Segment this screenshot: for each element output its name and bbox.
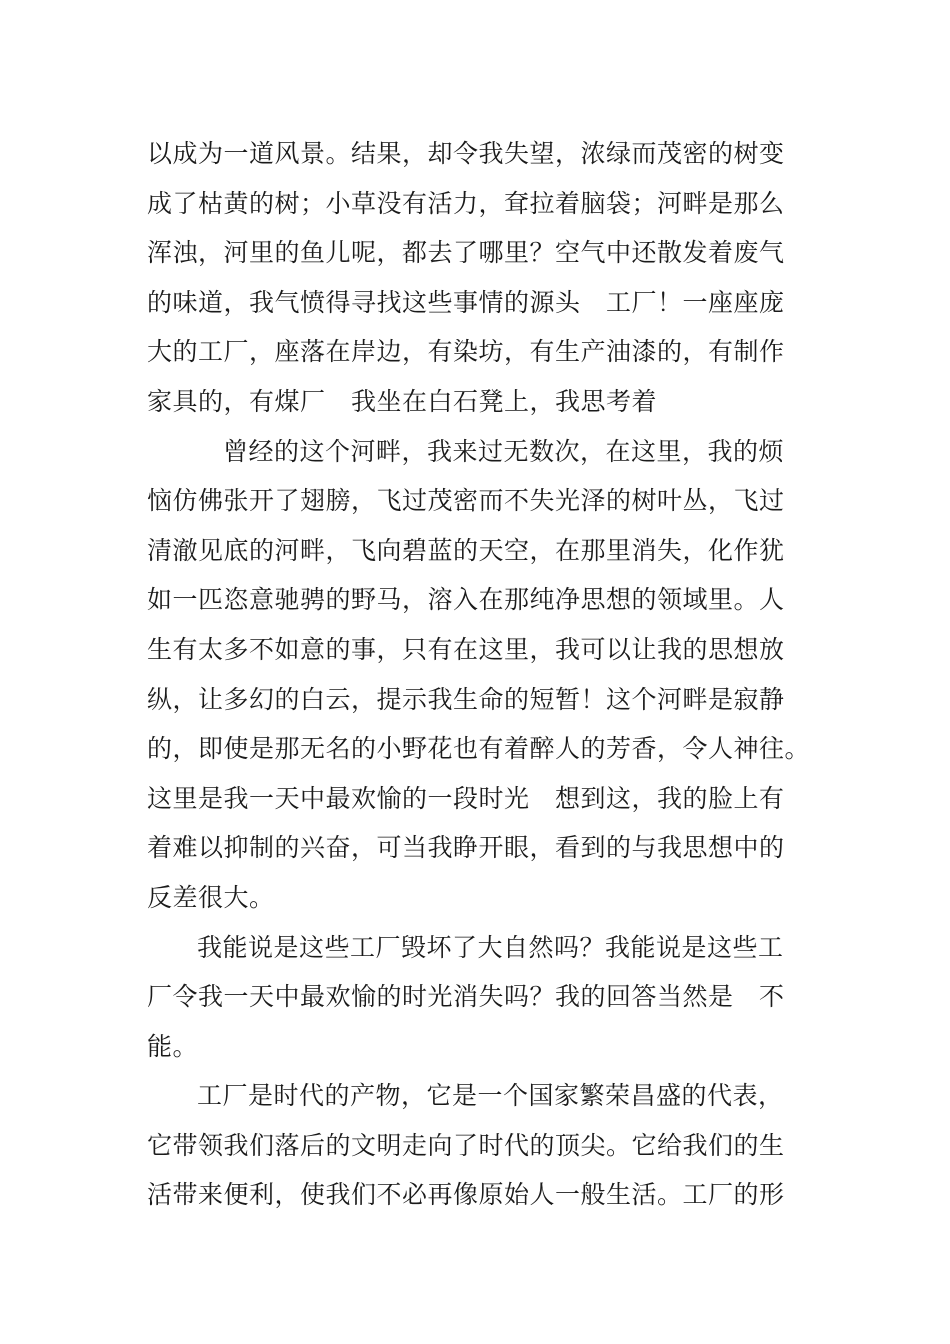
text-line: 恼仿佛张开了翅膀，飞过茂密而不失光泽的树叶丛，飞过 — [147, 486, 785, 516]
text-line: 曾经的这个河畔，我来过无数次，在这里，我的烦 — [223, 436, 785, 466]
text-line: 着难以抑制的兴奋，可当我睁开眼，看到的与我思想中的 — [147, 833, 785, 863]
paragraph-2 — [147, 427, 811, 923]
text-line: 以成为一道风景。结果，却令我失望，浓绿而茂密的树变 — [147, 139, 785, 168]
paragraph-1 — [147, 129, 797, 427]
document-body — [147, 129, 811, 1220]
paragraph-3 — [147, 923, 797, 1072]
text-line: 清澈见底的河畔，飞向碧蓝的天空，在那里消失，化作犹 — [147, 535, 785, 565]
text-line: 家具的，有煤厂 我坐在白石凳上，我思考着 — [147, 386, 658, 416]
text-line: 反差很大。 — [147, 882, 275, 912]
text-line: 的，即使是那无名的小野花也有着醉人的芳香，令人神往。 — [147, 734, 811, 764]
text-line: 生有太多不如意的事，只有在这里，我可以让我的思想放 — [147, 634, 785, 664]
text-line: 工厂是时代的产物，它是一个国家繁荣昌盛的代表， — [197, 1081, 784, 1111]
text-line: 厂令我一天中最欢愉的时光消失吗？我的回答当然是 不 — [147, 982, 785, 1012]
text-line: 成了枯黄的树；小草没有活力，耷拉着脑袋；河畔是那么 — [147, 188, 785, 218]
text-line: 能。 — [147, 1031, 199, 1061]
text-line: 我能说是这些工厂毁坏了大自然吗？我能说是这些工 — [197, 932, 784, 962]
text-line: 这里是我一天中最欢愉的一段时光 想到这，我的脸上有 — [147, 783, 785, 813]
text-line: 浑浊，河里的鱼儿呢，都去了哪里？空气中还散发着废气 — [147, 238, 785, 268]
text-line: 活带来便利，使我们不必再像原始人一般生活。工厂的形 — [147, 1180, 785, 1210]
text-line: 如一匹恣意驰骋的野马，溶入在那纯净思想的领域里。人 — [147, 585, 785, 615]
text-line: 的味道，我气愤得寻找这些事情的源头 工厂！一座座庞 — [147, 287, 785, 317]
paragraph-4 — [147, 1071, 797, 1220]
text-line: 大的工厂，座落在岸边，有染坊，有生产油漆的，有制作 — [147, 337, 785, 367]
text-line: 它带领我们落后的文明走向了时代的顶尖。它给我们的生 — [147, 1130, 785, 1160]
text-line: 纵，让多幻的白云，提示我生命的短暂！这个河畔是寂静 — [147, 684, 785, 714]
